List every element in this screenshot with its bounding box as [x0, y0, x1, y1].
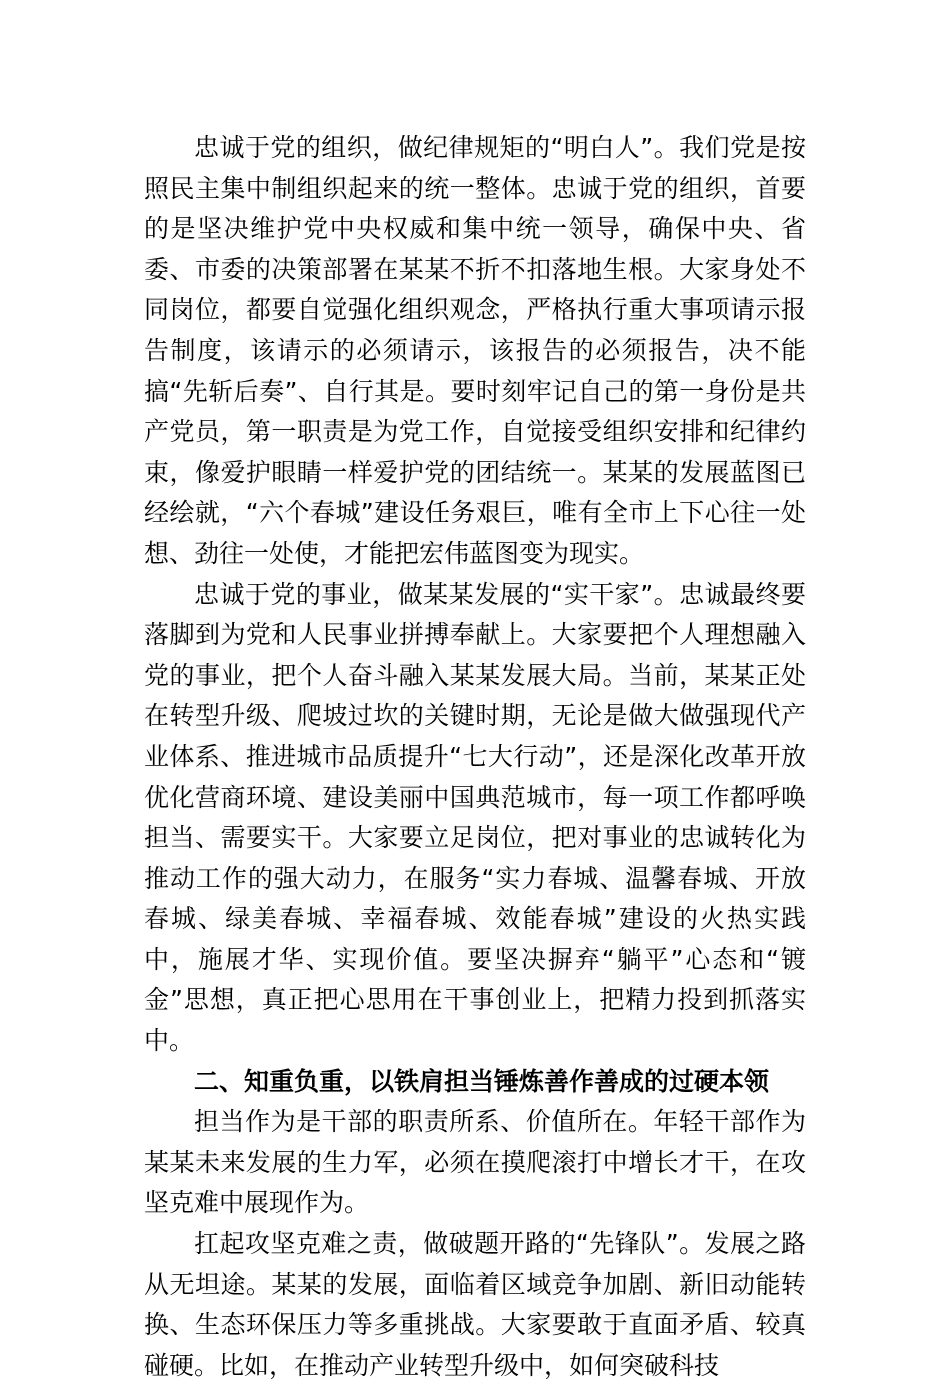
- paragraph-organization-loyalty: 忠诚于党的组织，做纪律规矩的“明白人”。我们党是按照民主集中制组织起来的统一整体。忠诚于党的组织，首要的是坚决维护党中央权威和集中统一领导，确保中央、省委、市委的决策部署在某某不折不扣落地生根。大家身处不同岗位，都要自觉强化组织观念，严格执行重大事项请示报告制度，该请示的必须请示，该报告的必须报告，决不能搞“先斩后奏”、自行其是。要时刻牢记自己的第一身份是共产党员，第一职责是为党工作，自觉接受组织安排和纪律约束，像爱护眼睛一样爱护党的团结统一。某某的发展蓝图已经绘就，“六个春城”建设任务艰巨，唯有全市上下心往一处想、劲往一处使，才能把宏伟蓝图变为现实。: [144, 133, 806, 568]
- paragraph-responsibility-intro: 担当作为是干部的职责所系、价值所在。年轻干部作为某某未来发展的生力军，必须在摸爬滚打中增长才干，在攻坚克难中展现作为。: [144, 1107, 806, 1218]
- section-heading: 二、知重负重，以铁肩担当锤炼善作善成的过硬本领: [194, 1066, 770, 1096]
- paragraph-career-loyalty: 忠诚于党的事业，做某某发展的“实干家”。忠诚最终要落脚到为党和人民事业拼搏奉献上。大家要把个人理想融入党的事业，把个人奋斗融入某某发展大局。当前，某某正处在转型升级、爬坡过坎的关键时期，无论是做大做强现代产业体系、推进城市品质提升“七大行动”，还是深化改革开放优化营商环境、建设美丽中国典范城市，每一项工作都呼唤担当、需要实干。大家要立足岗位，把对事业的忠诚转化为推动工作的强大动力，在服务“实力春城、温馨春城、开放春城、绿美春城、幸福春城、效能春城”建设的火热实践中，施展才华、实现价值。要坚决摒弃“躺平”心态和“镀金”思想，真正把心思用在干事创业上，把精力投到抓落实中。: [144, 579, 806, 1056]
- document-page: [144, 128, 806, 1386]
- paragraph-vanguard: 扛起攻坚克难之责，做破题开路的“先锋队”。发展之路从无坦途。某某的发展，面临着区域竞争加剧、新旧动能转换、生态环保压力等多重挑战。大家要敢于直面矛盾、较真碰硬。比如，在推动产业转型升级中，如何突破科技: [144, 1229, 806, 1380]
